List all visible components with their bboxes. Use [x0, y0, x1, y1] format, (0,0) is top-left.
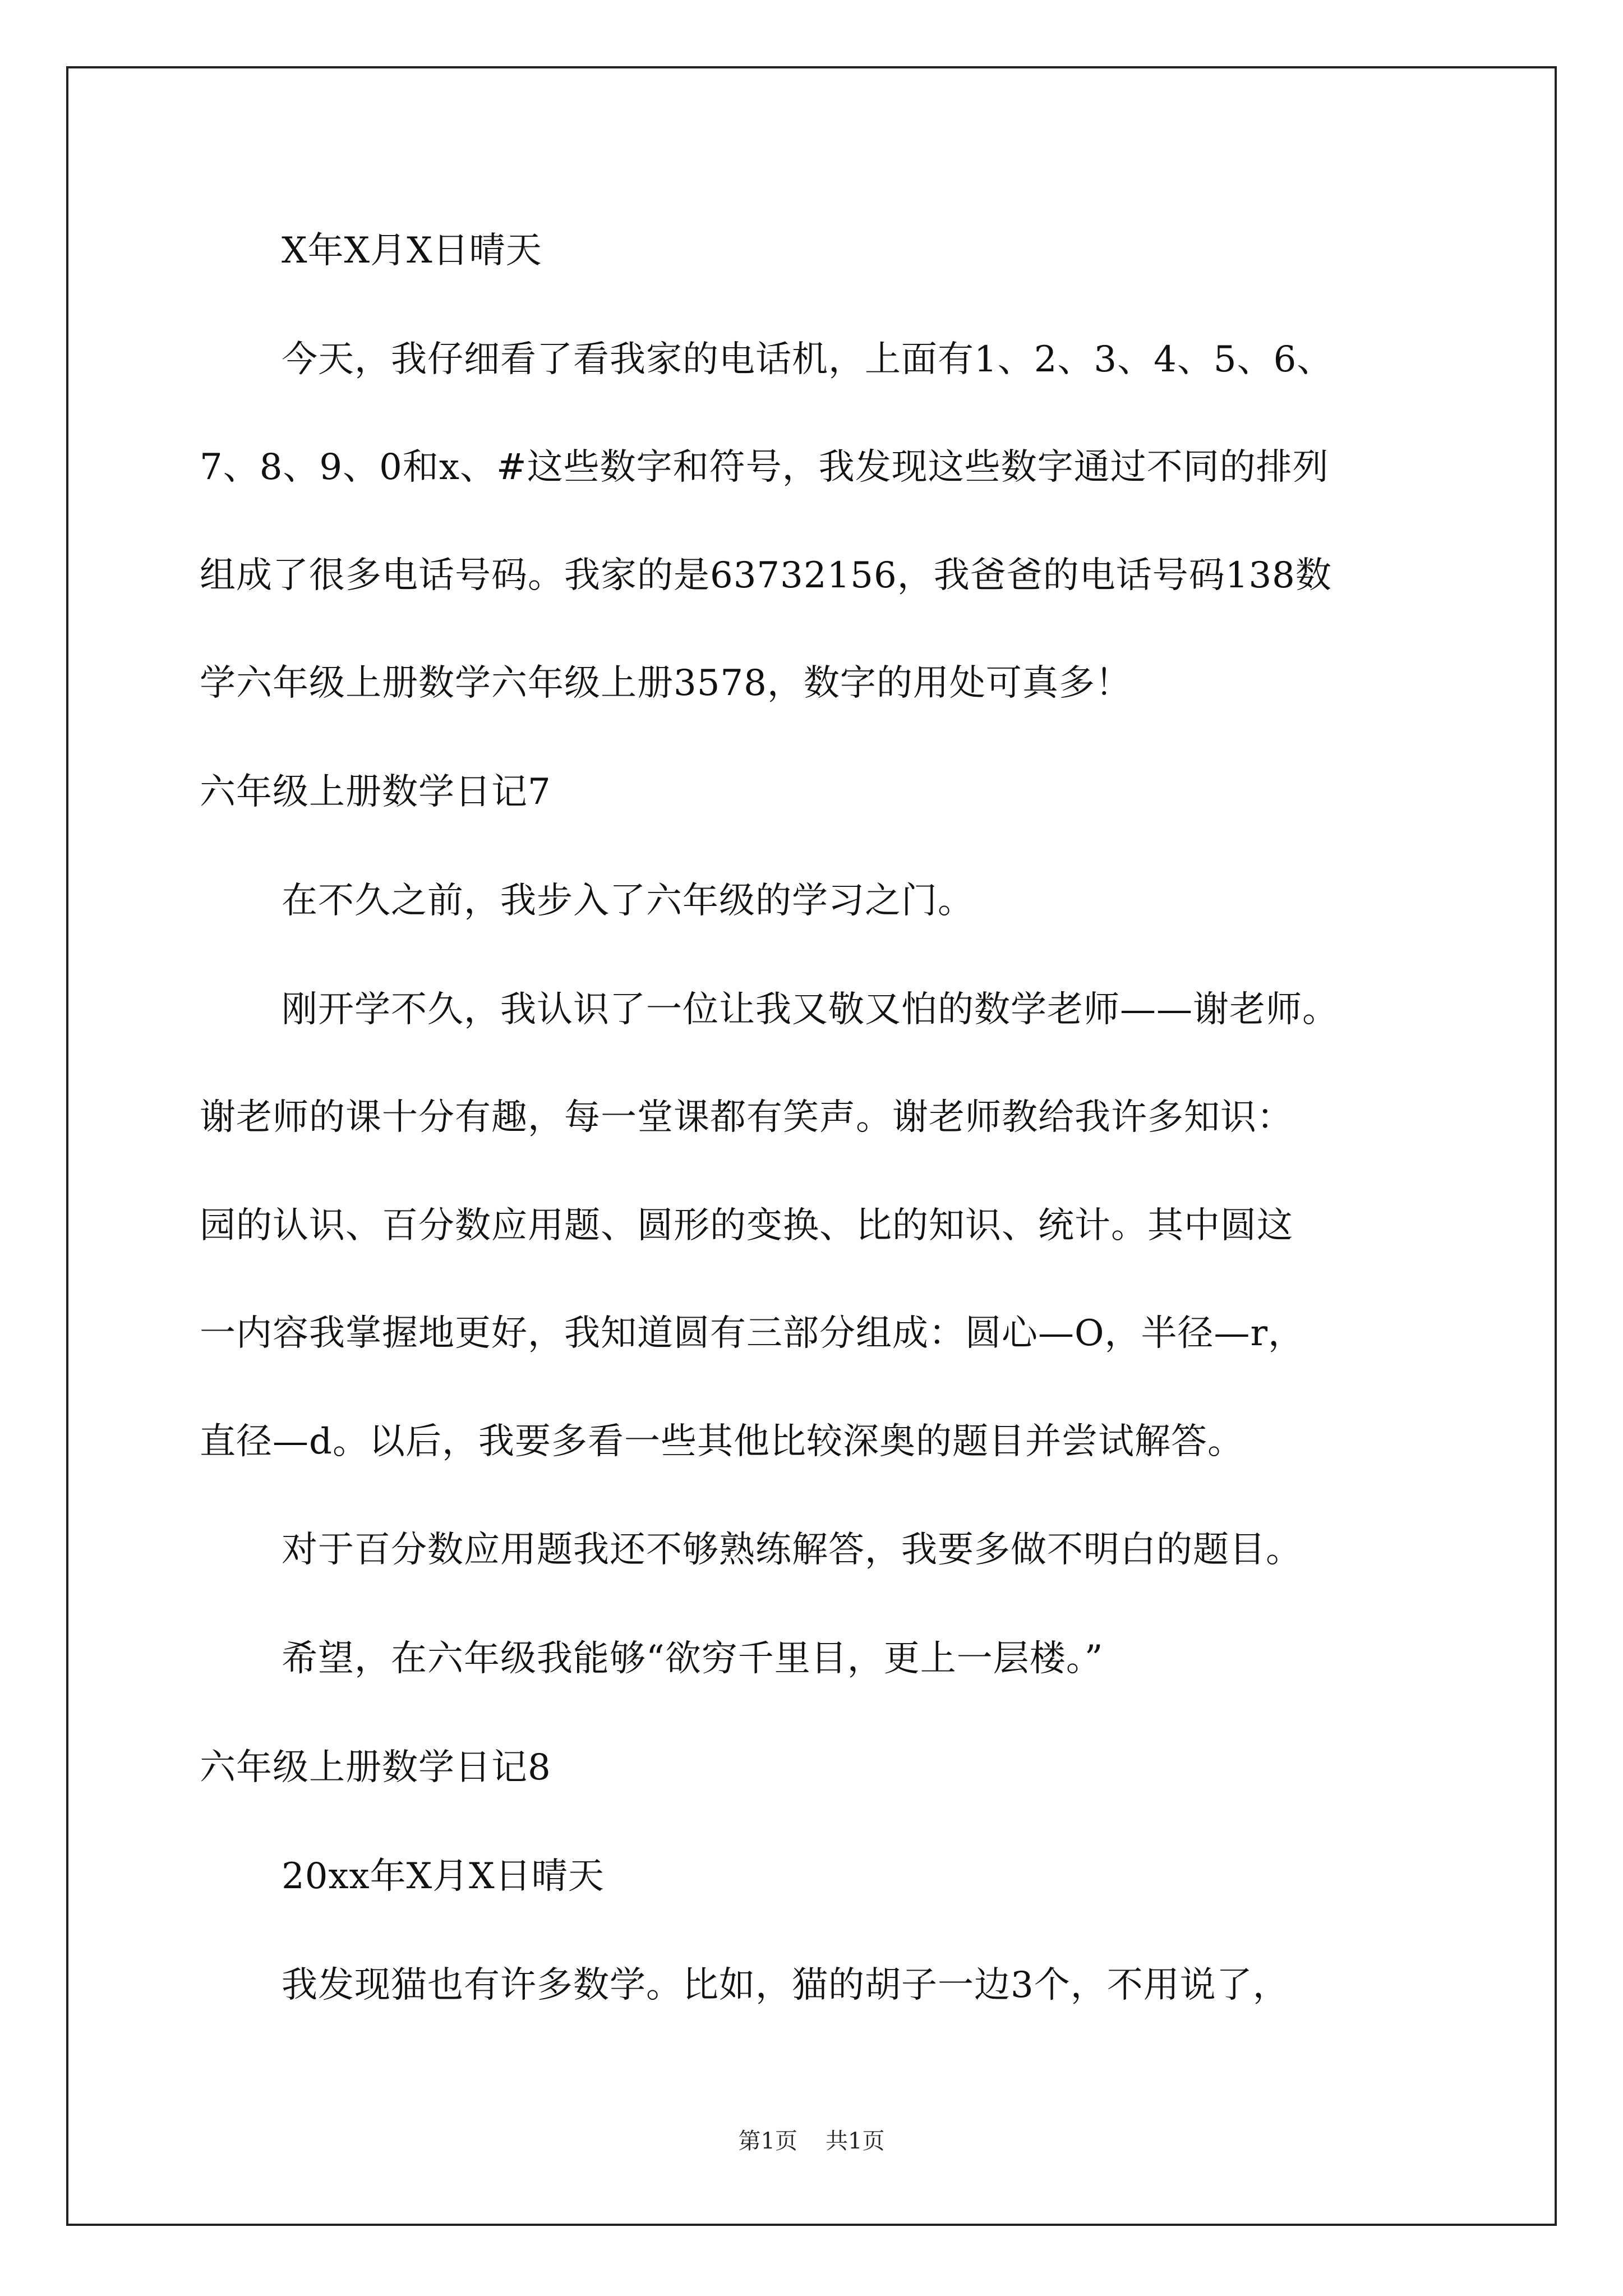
page-number: 第1页 [738, 2128, 797, 2154]
paragraph-line: 刚开学不久，我认识了一位让我又敬又怕的数学老师——谢老师。 [282, 989, 1339, 1030]
paragraph-line: 在不久之前，我步入了六年级的学习之门。 [282, 880, 974, 922]
paragraph-line: 我发现猫也有许多数学。比如，猫的胡子一边3个，不用说了， [282, 1964, 1289, 2006]
paragraph-line: 谢老师的课十分有趣，每一堂课都有笑声。谢老师教给我许多知识： [200, 1097, 1293, 1138]
paragraph-line: 7、8、9、0和x、#这些数字和符号，我发现这些数字通过不同的排列 [200, 447, 1329, 488]
paragraph-line: 一内容我掌握地更好，我知道圆有三部分组成：圆心—O，半径—r， [200, 1313, 1305, 1354]
paragraph-line: 直径—d。以后，我要多看一些其他比较深奥的题目并尝试解答。 [200, 1421, 1244, 1462]
paragraph-line: 今天，我仔细看了看我家的电话机，上面有1、2、3、4、5、6、 [282, 339, 1334, 380]
date-weather-line: X年X月X日晴天 [282, 230, 542, 272]
page-footer [0, 2127, 1623, 2155]
paragraph-line: 学六年级上册数学六年级上册3578，数字的用处可真多！ [200, 662, 1132, 704]
paragraph-line: 园的认识、百分数应用题、圆形的变换、比的知识、统计。其中圆这 [200, 1205, 1293, 1246]
section-heading: 六年级上册数学日记8 [200, 1747, 551, 1788]
page-total: 共1页 [826, 2128, 885, 2154]
section-heading: 六年级上册数学日记7 [200, 771, 551, 813]
paragraph-line: 组成了很多电话号码。我家的是63732156，我爸爸的电话号码138数 [200, 555, 1332, 596]
paragraph-line: 希望，在六年级我能够“欲穷千里目，更上一层楼。” [282, 1638, 1104, 1680]
date-weather-line: 20xx年X月X日晴天 [282, 1856, 605, 1897]
page-border [66, 66, 1557, 2226]
paragraph-line: 对于百分数应用题我还不够熟练解答，我要多做不明白的题目。 [282, 1529, 1302, 1571]
